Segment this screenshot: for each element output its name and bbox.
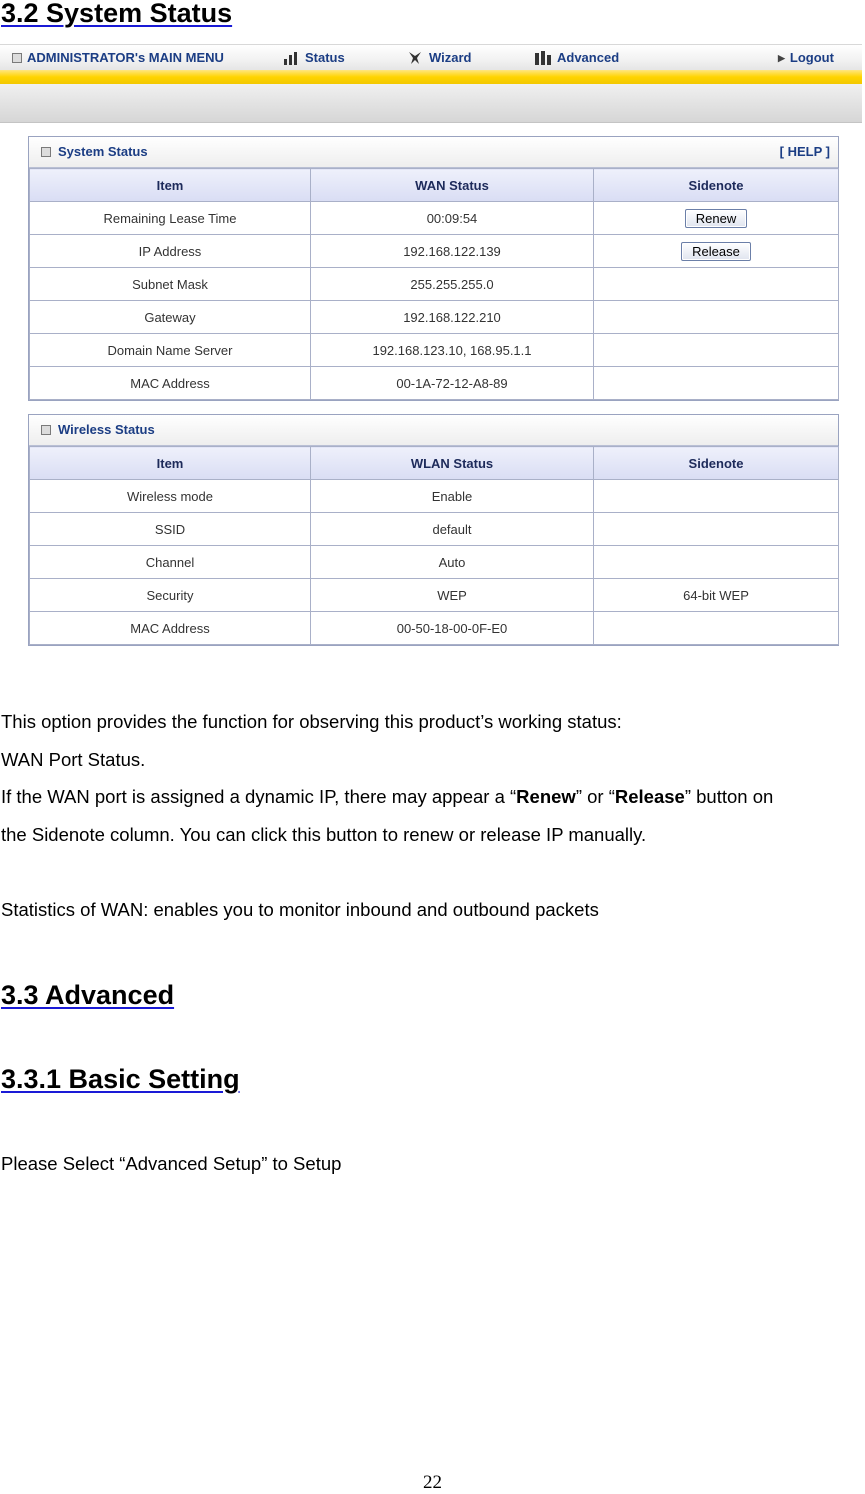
router-ui-screenshot (0, 44, 862, 644)
panel-title: System Status (58, 144, 148, 159)
menu-logout-label: Logout (789, 50, 834, 65)
row-sidenote (594, 268, 839, 301)
table-row (30, 334, 839, 367)
row-value: 00:09:54 (311, 202, 594, 235)
table-row (30, 367, 839, 400)
row-value: WEP (311, 579, 594, 612)
menu-wizard-label: Wizard (429, 50, 472, 65)
paragraph-wan-port: WAN Port Status. (1, 749, 146, 770)
row-item: MAC Address (30, 367, 311, 400)
header-item: Item (30, 169, 311, 202)
paragraph-intro: This option provides the function for observing this product’s working status: (1, 711, 622, 732)
wizard-icon (406, 50, 424, 66)
row-sidenote (594, 367, 839, 400)
row-item: Security (30, 579, 311, 612)
table-row (30, 301, 839, 334)
system-status-panel (28, 136, 839, 401)
paragraph-statistics: Statistics of WAN: enables you to monitor inbound and outbound packets (1, 899, 599, 920)
row-value: 192.168.122.139 (311, 235, 594, 268)
panel-title-bar (29, 137, 838, 168)
release-term: Release (614, 786, 685, 807)
row-item: MAC Address (30, 612, 311, 645)
menu-item-advanced[interactable] (534, 50, 619, 66)
row-value: Auto (311, 546, 594, 579)
header-item: Item (30, 447, 311, 480)
row-value: 00-1A-72-12-A8-89 (311, 367, 594, 400)
panel-square-icon (41, 425, 51, 435)
menu-advanced-label: Advanced (557, 50, 620, 65)
table-row (30, 480, 839, 513)
row-sidenote (594, 235, 839, 268)
menu-item-main[interactable] (12, 50, 224, 66)
row-item: Wireless mode (30, 480, 311, 513)
header-wan-status: WAN Status (311, 169, 594, 202)
table-row (30, 235, 839, 268)
renew-term: Renew (516, 786, 576, 807)
table-row (30, 513, 839, 546)
table-row (30, 202, 839, 235)
section-heading-advanced: 3.3 Advanced (1, 980, 175, 1010)
header-sidenote: Sidenote (594, 447, 839, 480)
row-value: 255.255.255.0 (311, 268, 594, 301)
table-row (30, 268, 839, 301)
wlan-status-table (29, 446, 839, 645)
help-link[interactable]: [ HELP ] (779, 144, 830, 159)
row-sidenote (594, 513, 839, 546)
main-menu-bar (0, 44, 862, 71)
row-item: Remaining Lease Time (30, 202, 311, 235)
panel-square-icon (41, 147, 51, 157)
wan-status-table (29, 168, 839, 400)
table-header-row (30, 169, 839, 202)
table-header-row (30, 447, 839, 480)
paragraph-sidenote: the Sidenote column. You can click this button to renew or release IP manually. (1, 824, 647, 845)
row-item: Domain Name Server (30, 334, 311, 367)
row-value: 192.168.123.10, 168.95.1.1 (311, 334, 594, 367)
row-value: Enable (311, 480, 594, 513)
section-heading-basic-setting: 3.3.1 Basic Setting (1, 1064, 240, 1094)
row-sidenote (594, 480, 839, 513)
row-sidenote (594, 202, 839, 235)
row-item: IP Address (30, 235, 311, 268)
row-value: 192.168.122.210 (311, 301, 594, 334)
header-wlan-status: WLAN Status (311, 447, 594, 480)
menu-status-label: Status (305, 50, 345, 65)
menu-yellow-band (0, 70, 862, 84)
menu-grey-band (0, 84, 862, 123)
table-row (30, 546, 839, 579)
row-item: Subnet Mask (30, 268, 311, 301)
row-sidenote (594, 334, 839, 367)
row-value: 00-50-18-00-0F-E0 (311, 612, 594, 645)
panel-title-bar (29, 415, 838, 446)
paragraph-select-setup: Please Select “Advanced Setup” to Setup (1, 1153, 342, 1174)
menu-item-wizard[interactable] (406, 50, 472, 66)
menu-square-icon (12, 53, 22, 63)
row-sidenote (594, 301, 839, 334)
row-item: SSID (30, 513, 311, 546)
row-value: default (311, 513, 594, 546)
status-icon (282, 50, 300, 66)
menu-main-label: ADMINISTRATOR's MAIN MENU (27, 50, 224, 65)
row-item: Gateway (30, 301, 311, 334)
menu-item-status[interactable] (282, 50, 345, 66)
table-row (30, 612, 839, 645)
advanced-icon (534, 50, 552, 66)
release-button[interactable]: Release (681, 242, 751, 261)
row-sidenote (594, 546, 839, 579)
wireless-status-panel (28, 414, 839, 646)
renew-button[interactable]: Renew (685, 209, 747, 228)
header-sidenote: Sidenote (594, 169, 839, 202)
table-row (30, 579, 839, 612)
page-number: 22 (423, 1472, 442, 1493)
panel-title: Wireless Status (58, 422, 155, 437)
row-sidenote: 64-bit WEP (594, 579, 839, 612)
row-sidenote (594, 612, 839, 645)
section-heading-system-status: 3.2 System Status (1, 0, 233, 28)
menu-item-logout[interactable] (778, 50, 834, 66)
row-item: Channel (30, 546, 311, 579)
paragraph-dynamic-ip: If the WAN port is assigned a dynamic IP, there may appear a “Renew” or “Release” button on (1, 786, 774, 807)
arrow-right-icon: ▶ (778, 53, 785, 63)
